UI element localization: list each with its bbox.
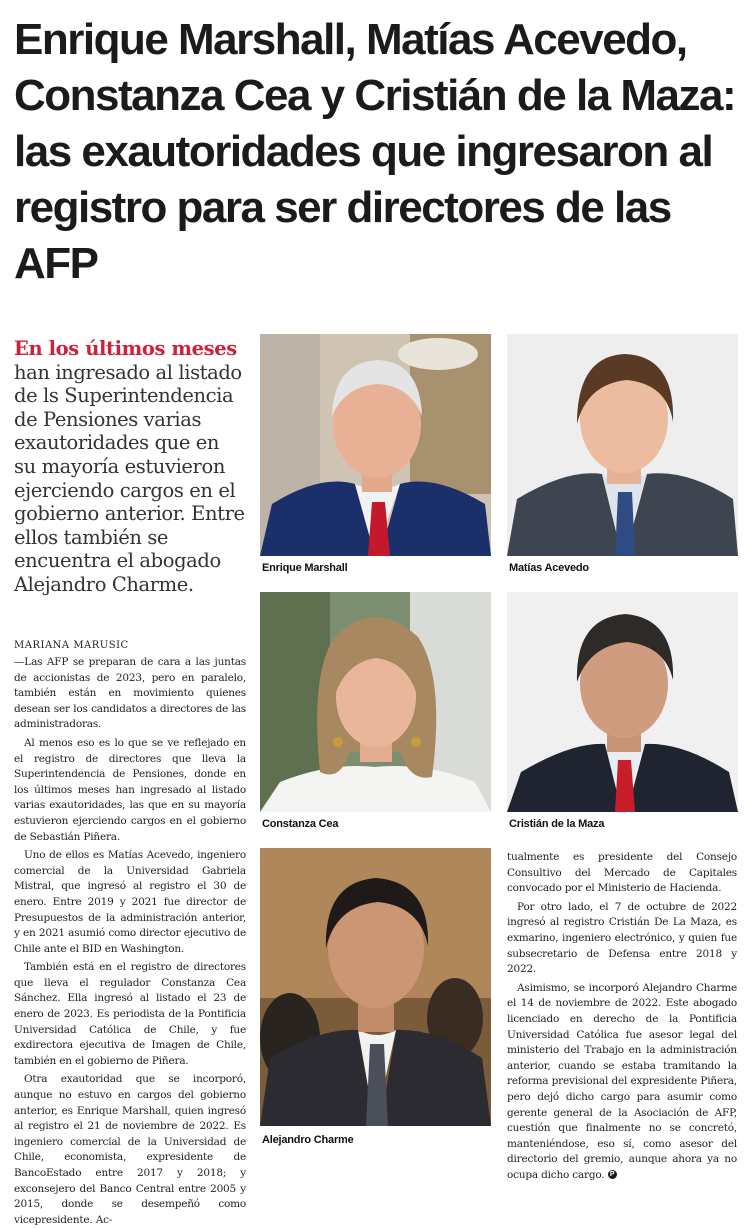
lead-paragraph: [14, 337, 246, 597]
byline: MARIANA MARUSIC: [14, 640, 129, 651]
paragraph: Al menos eso es lo que se ve reflejado en el registro de directores que lleva la Superintendencia de Pensiones, donde en los últimos meses han ingresado al listado varias exautoridades, las que en su mayoría estuvieron ejerciendo cargos en el gobierno de Sebastián Piñera.: [14, 736, 246, 843]
paragraph: También está en el registro de directores que lleva el regulador Constanza Cea Sánchez. Ella ingresó al listado el 23 de enero de 2023. Es periodista de la Pontificia Universidad Católica de Chile, y fue exdirectora ejecutiva de Imagen de Chile, también en el gobierno de Piñera.: [14, 961, 246, 1067]
caption-alejandro-charme: Alejandro Charme: [262, 1134, 354, 1146]
paragraph: Otra exautoridad que se incorporó, aunque no estuvo en cargos del gobierno anterior, es Enrique Marshall, quien ingresó al registro el 21 de noviembre de 2022. Es ingeniero comercial de la Universidad de Chile, economista, expresidente de BancoEstado entre 2017 y 2018; y exconsejero del Banco Central entre 2005 y 2015, donde se desempeñó como vicepresidente. Ac-: [14, 1073, 246, 1226]
paragraph: Uno de ellos es Matías Acevedo, ingeniero comercial de la Universidad Gabriela Mistral, que ingresó al registro el 30 de enero. Entre 2019 y 2021 fue director de Presupuestos de la administración anterior, y en 2021 asumió como director ejecutivo de Chile ante el BID en Washington.: [14, 849, 246, 955]
photo-constanza-cea: [260, 592, 491, 812]
headline: Enrique Marshall, Matías Acevedo, Constanza Cea y Cristián de la Maza: las exautoridades que ingresaron al registro para ser directores de las AFP: [14, 15, 736, 288]
paragraph-text: Asimismo, se incorporó Alejandro Charme el 14 de noviembre de 2022. Este abogado licenciado en derecho de la Pontificia Universidad Católica fue asesor legal del ministerio del Trabajo en la administración anterior, cuando se estaba tramitando la reforma previsional del expresidente Piñera, pero dejó dicho cargo para asumir como gerente general de la Asociación de AFP, cuestión que finalmente no se concretó, manteniéndose, eso sí, como asesor del directorio del gremio, aunque ahora ya no ocupa dicho cargo.: [507, 981, 737, 1181]
lead-text: han ingresado al listado de ls Superintendencia de Pensiones varias exautoridades que en su mayoría estuvieron ejerciendo cargos en el gobierno anterior. Entre ellos también se encuentra el abogado Alejandro Charme.: [14, 360, 245, 596]
lead-highlight: En los últimos meses: [14, 337, 237, 360]
caption-enrique-marshall: Enrique Marshall: [262, 562, 348, 574]
paragraph: —Las AFP se preparan de cara a las juntas de accionistas de 2023, pero en paralelo, también están en movimiento quienes desean ser los candidatos a directores de las administradoras.: [14, 656, 246, 731]
photo-enrique-marshall: [260, 334, 491, 556]
paragraph: tualmente es presidente del Consejo Consultivo del Mercado de Capitales convocado por el Ministerio de Hacienda.: [507, 851, 737, 895]
caption-constanza-cea: Constanza Cea: [262, 818, 339, 830]
article-column-1: [14, 655, 246, 1228]
paragraph: [507, 981, 737, 1184]
photo-alejandro-charme: [260, 848, 491, 1126]
article-column-3: [507, 850, 737, 1183]
end-mark-icon: P: [608, 1170, 617, 1179]
paragraph: Por otro lado, el 7 de octubre de 2022 ingresó al registro Cristián De La Maza, es exmarino, ingeniero electrónico, y quien fue subsecretario de Defensa entre 2018 y 2022.: [507, 900, 737, 976]
caption-matias-acevedo: Matías Acevedo: [509, 562, 589, 574]
photo-cristian-de-la-maza: [507, 592, 738, 812]
photo-matias-acevedo: [507, 334, 738, 556]
caption-cristian-de-la-maza: Cristián de la Maza: [509, 818, 605, 830]
